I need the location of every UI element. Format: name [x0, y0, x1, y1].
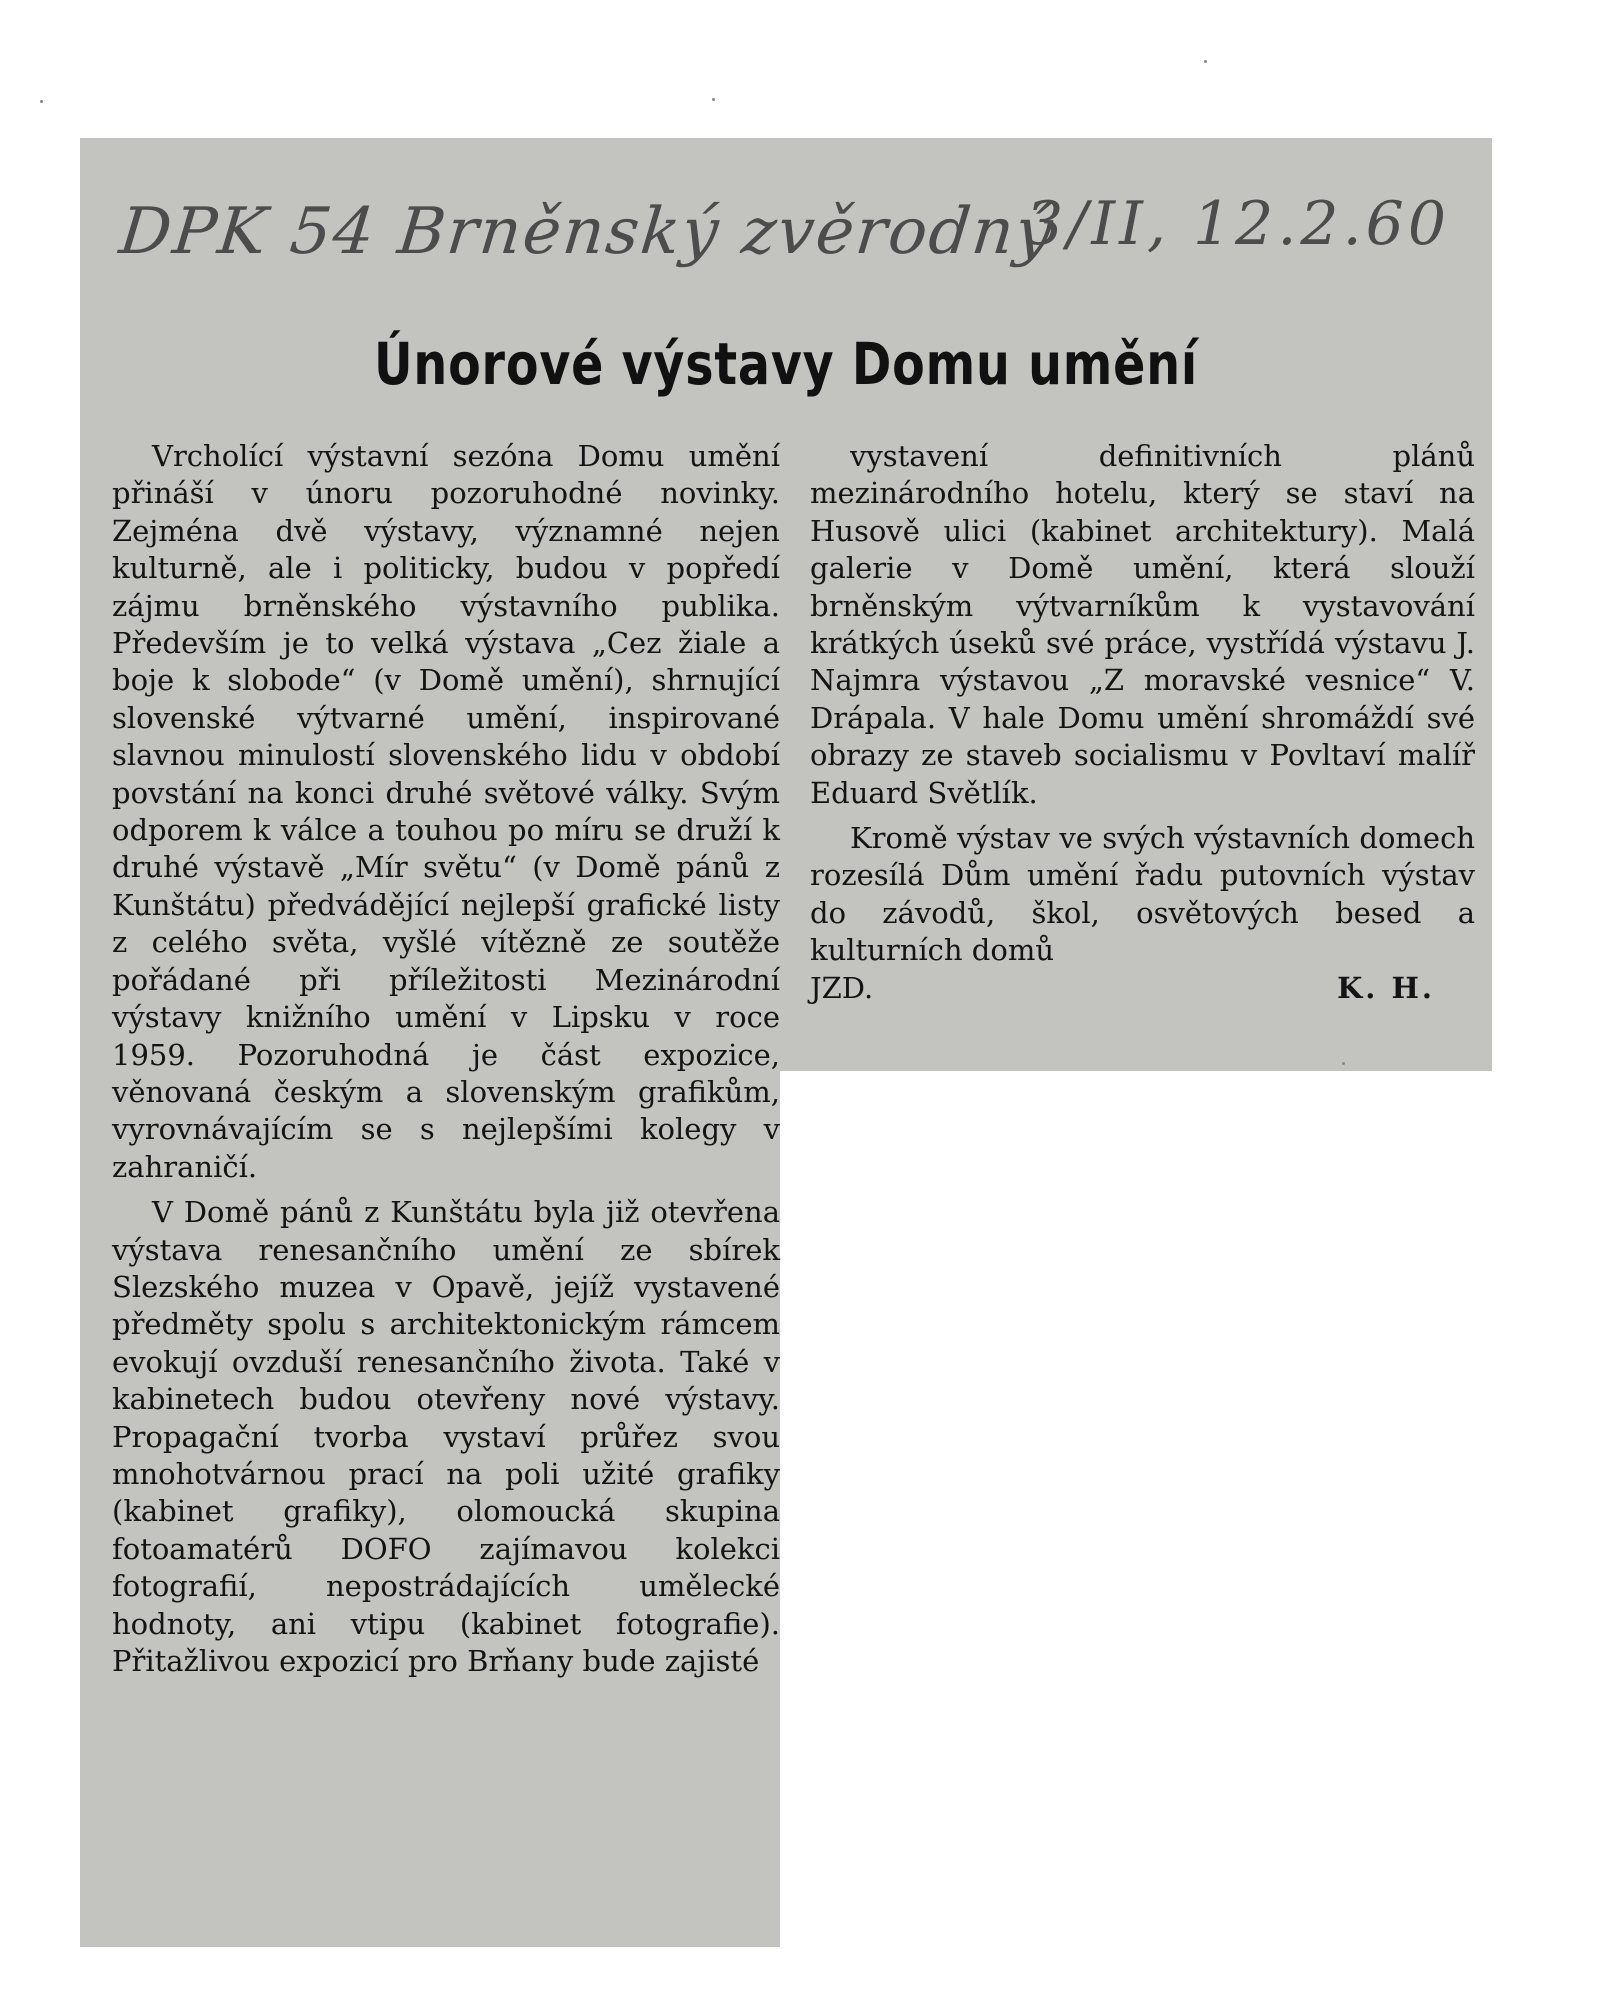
closing-line	[810, 970, 1475, 1007]
dust-speck	[40, 100, 43, 103]
article-paragraph: Vrcholící výstavní sezóna Domu umění přináší v únoru pozoruhodné novinky. Zejména dvě výstavy, významné nejen kulturně, ale i politicky, budou v popředí zájmu brněnského výstavního publika. Především je to velká výstava „Cez žiale a boje k slobode“ (v Domě umění), shrnující slovenské výtvarné umění, inspirované slavnou minulostí slovenského lidu v období povstání na konci druhé světové války. Svým odporem k válce a touhou po míru se druží k druhé výstavě „Mír světu“ (v Domě pánů z Kunštátu) předvádějící nejlepší grafické listy z celého světa, vyšlé vítězně ze soutěže pořádané při příležitosti Mezinárodní výstavy knižního umění v Lipsku v roce 1959. Pozoruhodná je část expozice, věnovaná českým a slovenským grafikům, vyrovnávajícím se s nejlepšími kolegy v zahraničí.	[112, 439, 780, 1184]
dust-speck	[712, 98, 715, 101]
dust-speck	[1204, 60, 1207, 63]
article-column-left	[112, 438, 780, 1680]
article-column-right	[810, 438, 1475, 1007]
dust-speck	[1342, 1062, 1345, 1065]
article-paragraph: Kromě výstav ve svých výstavních domech rozesílá Dům umění řadu putovních výstav do závodů, škol, osvětových besed a kulturních domů	[810, 821, 1475, 968]
closing-word: JZD.	[810, 970, 874, 1005]
author-signature: K. H.	[1337, 970, 1435, 1005]
handwritten-date: 3/II, 12.2.60	[1025, 189, 1450, 259]
handwritten-annotation	[116, 189, 1450, 300]
article-paragraph: vystavení definitivních plánů mezinárodního hotelu, který se staví na Husově ulici (kabinet architektury). Malá galerie v Domě umění, která slouží brněnským výtvarníkům k vystavování krátkých úseků své práce, vystřídá výstavu J. Najmra výstavou „Z moravské vesnice“ V. Drápala. V hale Domu umění shromáždí své obrazy ze staveb socialismu v Povltaví malíř Eduard Světlík.	[810, 439, 1475, 810]
article-title: Únorové výstavy Domu umění	[373, 330, 1199, 398]
article-paragraph: V Domě pánů z Kunštátu byla již otevřena výstava renesančního umění ze sbírek Slezského muzea v Opavě, jejíž vystavené předměty spolu s architektonickým rámcem evokují ovzduší renesančního života. Také v kabinetech budou otevřeny nové výstavy. Propagační tvorba vystaví průřez svou mnohotvárnou prací na poli užité grafiky (kabinet grafiky), olomoucká skupina fotoamatérů DOFO zajímavou kolekci fotografií, nepostrádajících umělecké hodnoty, ani vtipu (kabinet fotografie). Přitažlivou expozicí pro Brňany bude zajisté	[112, 1195, 780, 1678]
handwritten-source: DPK 54 Brněnský zvěrodný	[116, 195, 1058, 269]
